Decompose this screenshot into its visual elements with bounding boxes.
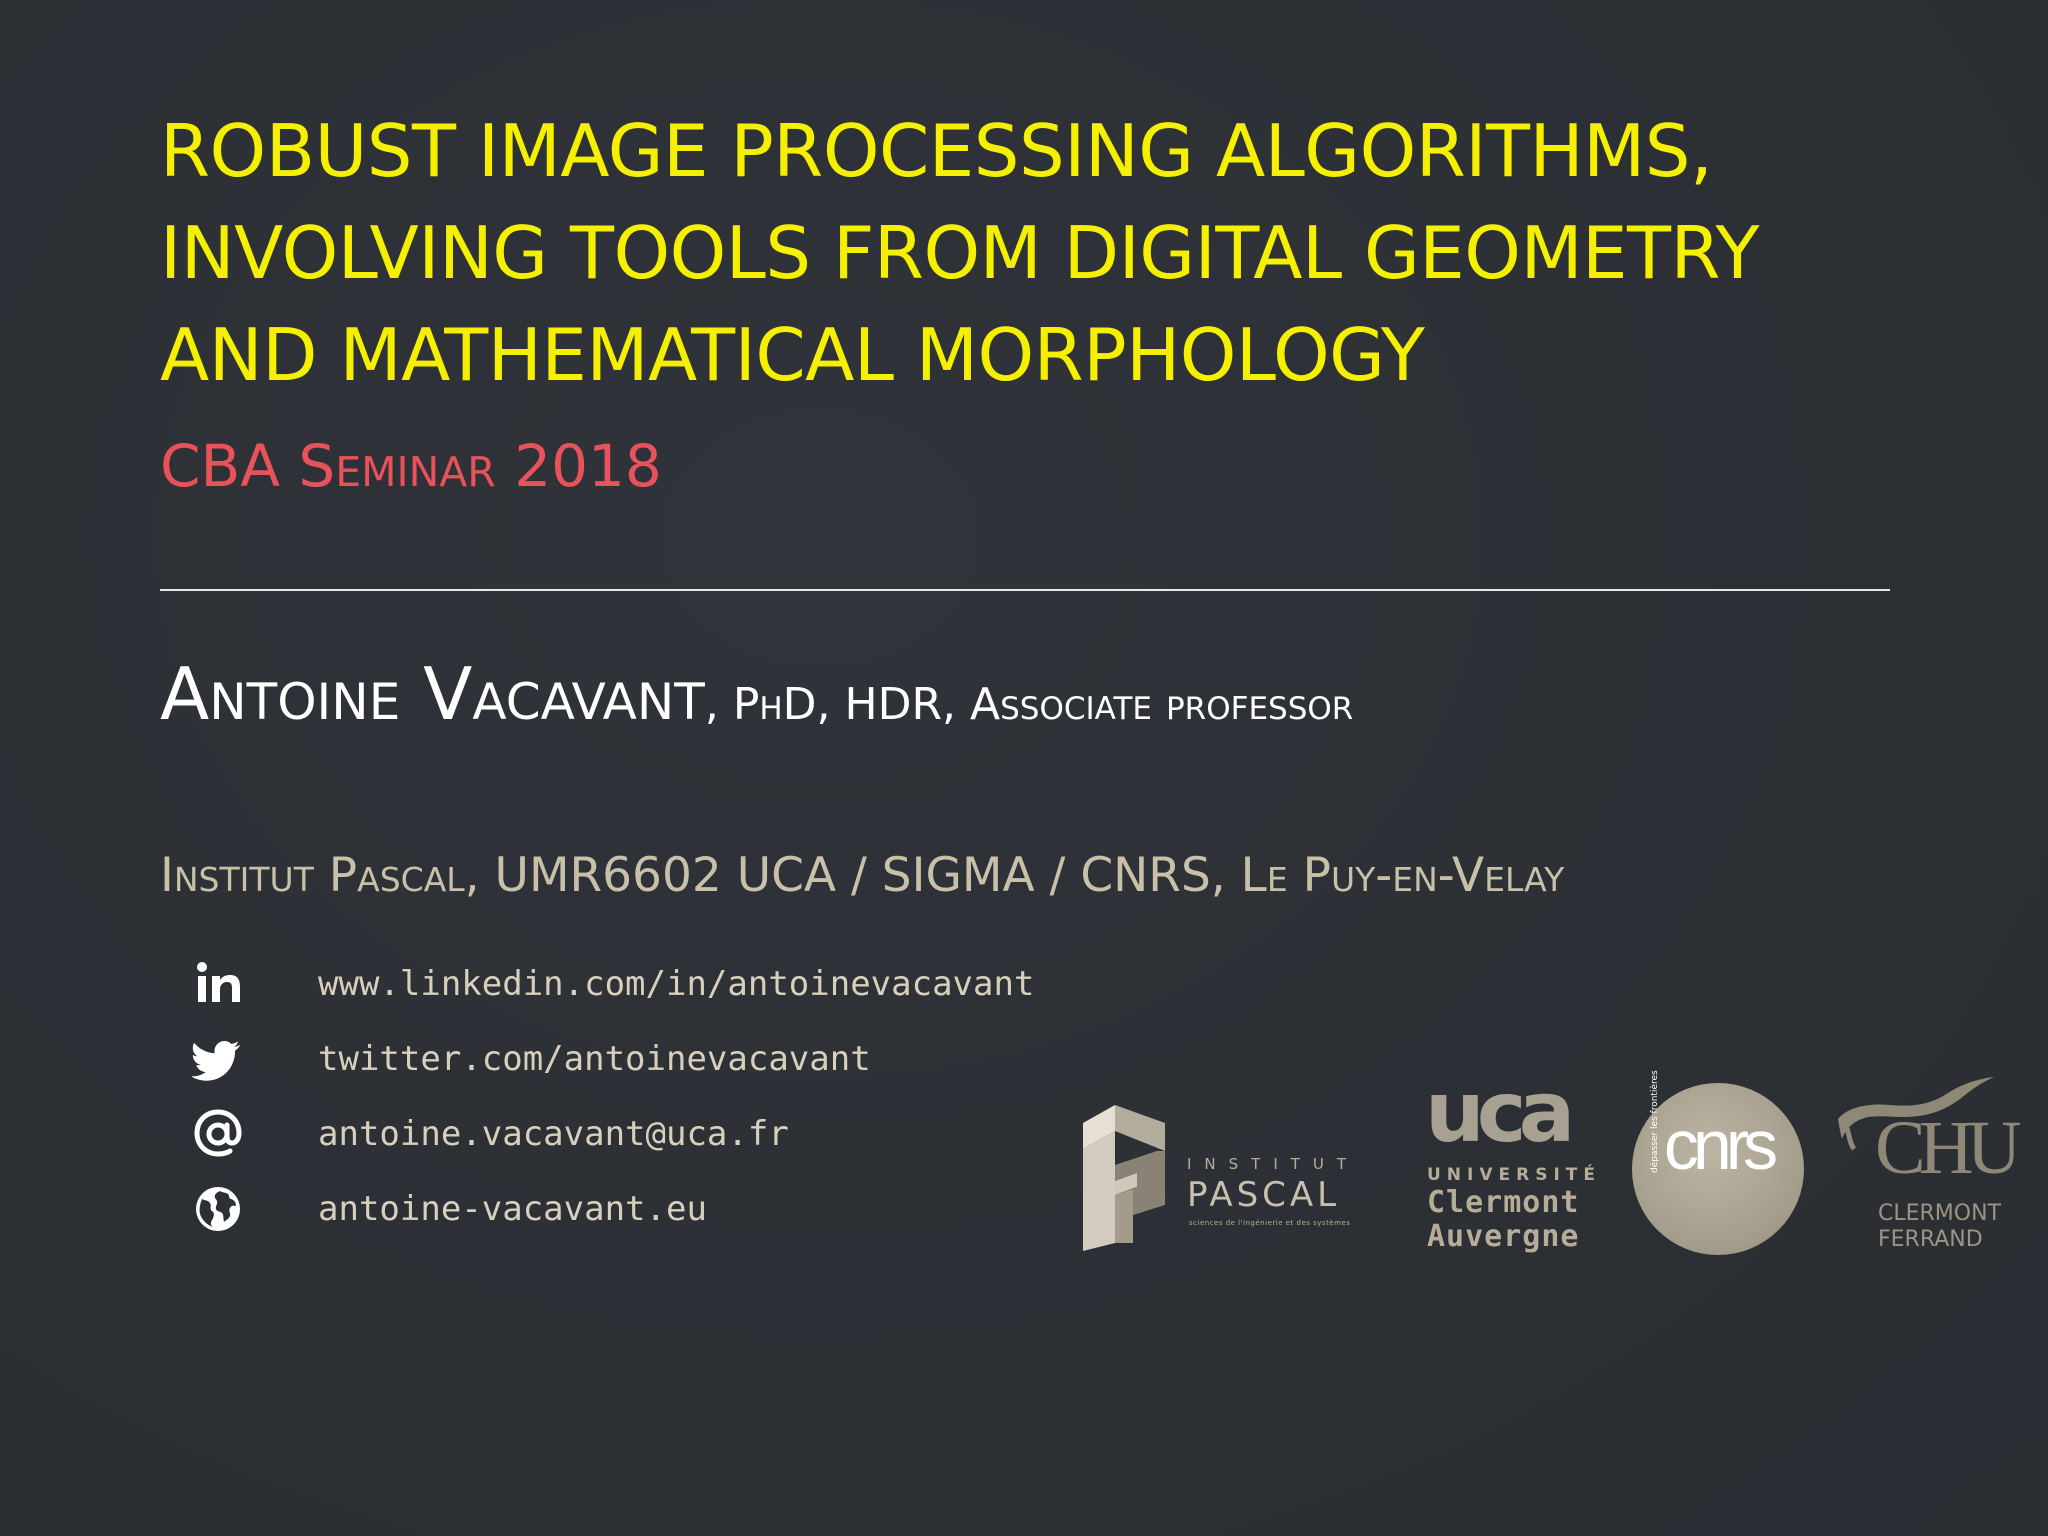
institut-pascal-logo <box>1075 1103 1385 1253</box>
linkedin-icon <box>190 956 246 1012</box>
author-role: , PhD, HDR, Associate professor <box>704 679 1354 730</box>
contact-twitter[interactable] <box>190 1021 1034 1096</box>
title-line-1: ROBUST IMAGE PROCESSING ALGORITHMS, <box>160 109 1713 193</box>
uca-mark: uca <box>1425 1063 1568 1161</box>
twitter-icon <box>190 1031 246 1087</box>
linkedin-url[interactable]: www.linkedin.com/in/antoinevacavant <box>318 963 1035 1004</box>
partner-logos <box>1075 1063 2015 1265</box>
pascal-p-mark-icon <box>1075 1103 1170 1253</box>
at-icon <box>190 1106 246 1162</box>
uca-universite: UNIVERSITÉ <box>1427 1165 1601 1185</box>
uca-clermont: Clermont <box>1427 1185 1580 1220</box>
cnrs-mark: cnrs <box>1663 1106 1773 1184</box>
pascal-institut-label: INSTITUT <box>1187 1155 1360 1173</box>
pascal-name: PASCAL <box>1187 1175 1341 1215</box>
contact-website[interactable] <box>190 1171 1034 1246</box>
twitter-url[interactable]: twitter.com/antoinevacavant <box>318 1038 871 1079</box>
cnrs-tagline: dépasser les frontières <box>1650 1070 1660 1173</box>
slide-title <box>160 100 1920 406</box>
contact-email[interactable] <box>190 1096 1034 1171</box>
uca-auvergne: Auvergne <box>1427 1219 1580 1254</box>
chu-clermont: CLERMONT <box>1878 1201 2001 1226</box>
title-line-2: INVOLVING TOOLS FROM DIGITAL GEOMETRY <box>160 211 1759 295</box>
website-url[interactable]: antoine-vacavant.eu <box>318 1188 707 1229</box>
divider <box>160 589 1890 591</box>
author-name: Antoine Vacavant <box>160 652 705 736</box>
chu-mark: CHU <box>1875 1106 2015 1190</box>
affiliation: Institut Pascal, UMR6602 UCA / SIGMA / CNRS, Le Puy-en-Velay <box>160 848 1565 903</box>
cnrs-logo <box>1632 1070 1804 1255</box>
uca-logo <box>1425 1063 1601 1261</box>
author-line <box>160 652 1353 736</box>
globe-icon <box>190 1181 246 1237</box>
seminar-subtitle: CBA Seminar 2018 <box>160 432 662 500</box>
pascal-tagline: sciences de l'ingénierie et des systèmes <box>1189 1219 1351 1227</box>
contact-list <box>190 946 1034 1246</box>
chu-logo <box>1830 1075 2015 1265</box>
email-address[interactable]: antoine.vacavant@uca.fr <box>318 1113 789 1154</box>
chu-ferrand: FERRAND <box>1878 1227 1983 1252</box>
title-line-3: AND MATHEMATICAL MORPHOLOGY <box>160 313 1425 397</box>
contact-linkedin[interactable] <box>190 946 1034 1021</box>
